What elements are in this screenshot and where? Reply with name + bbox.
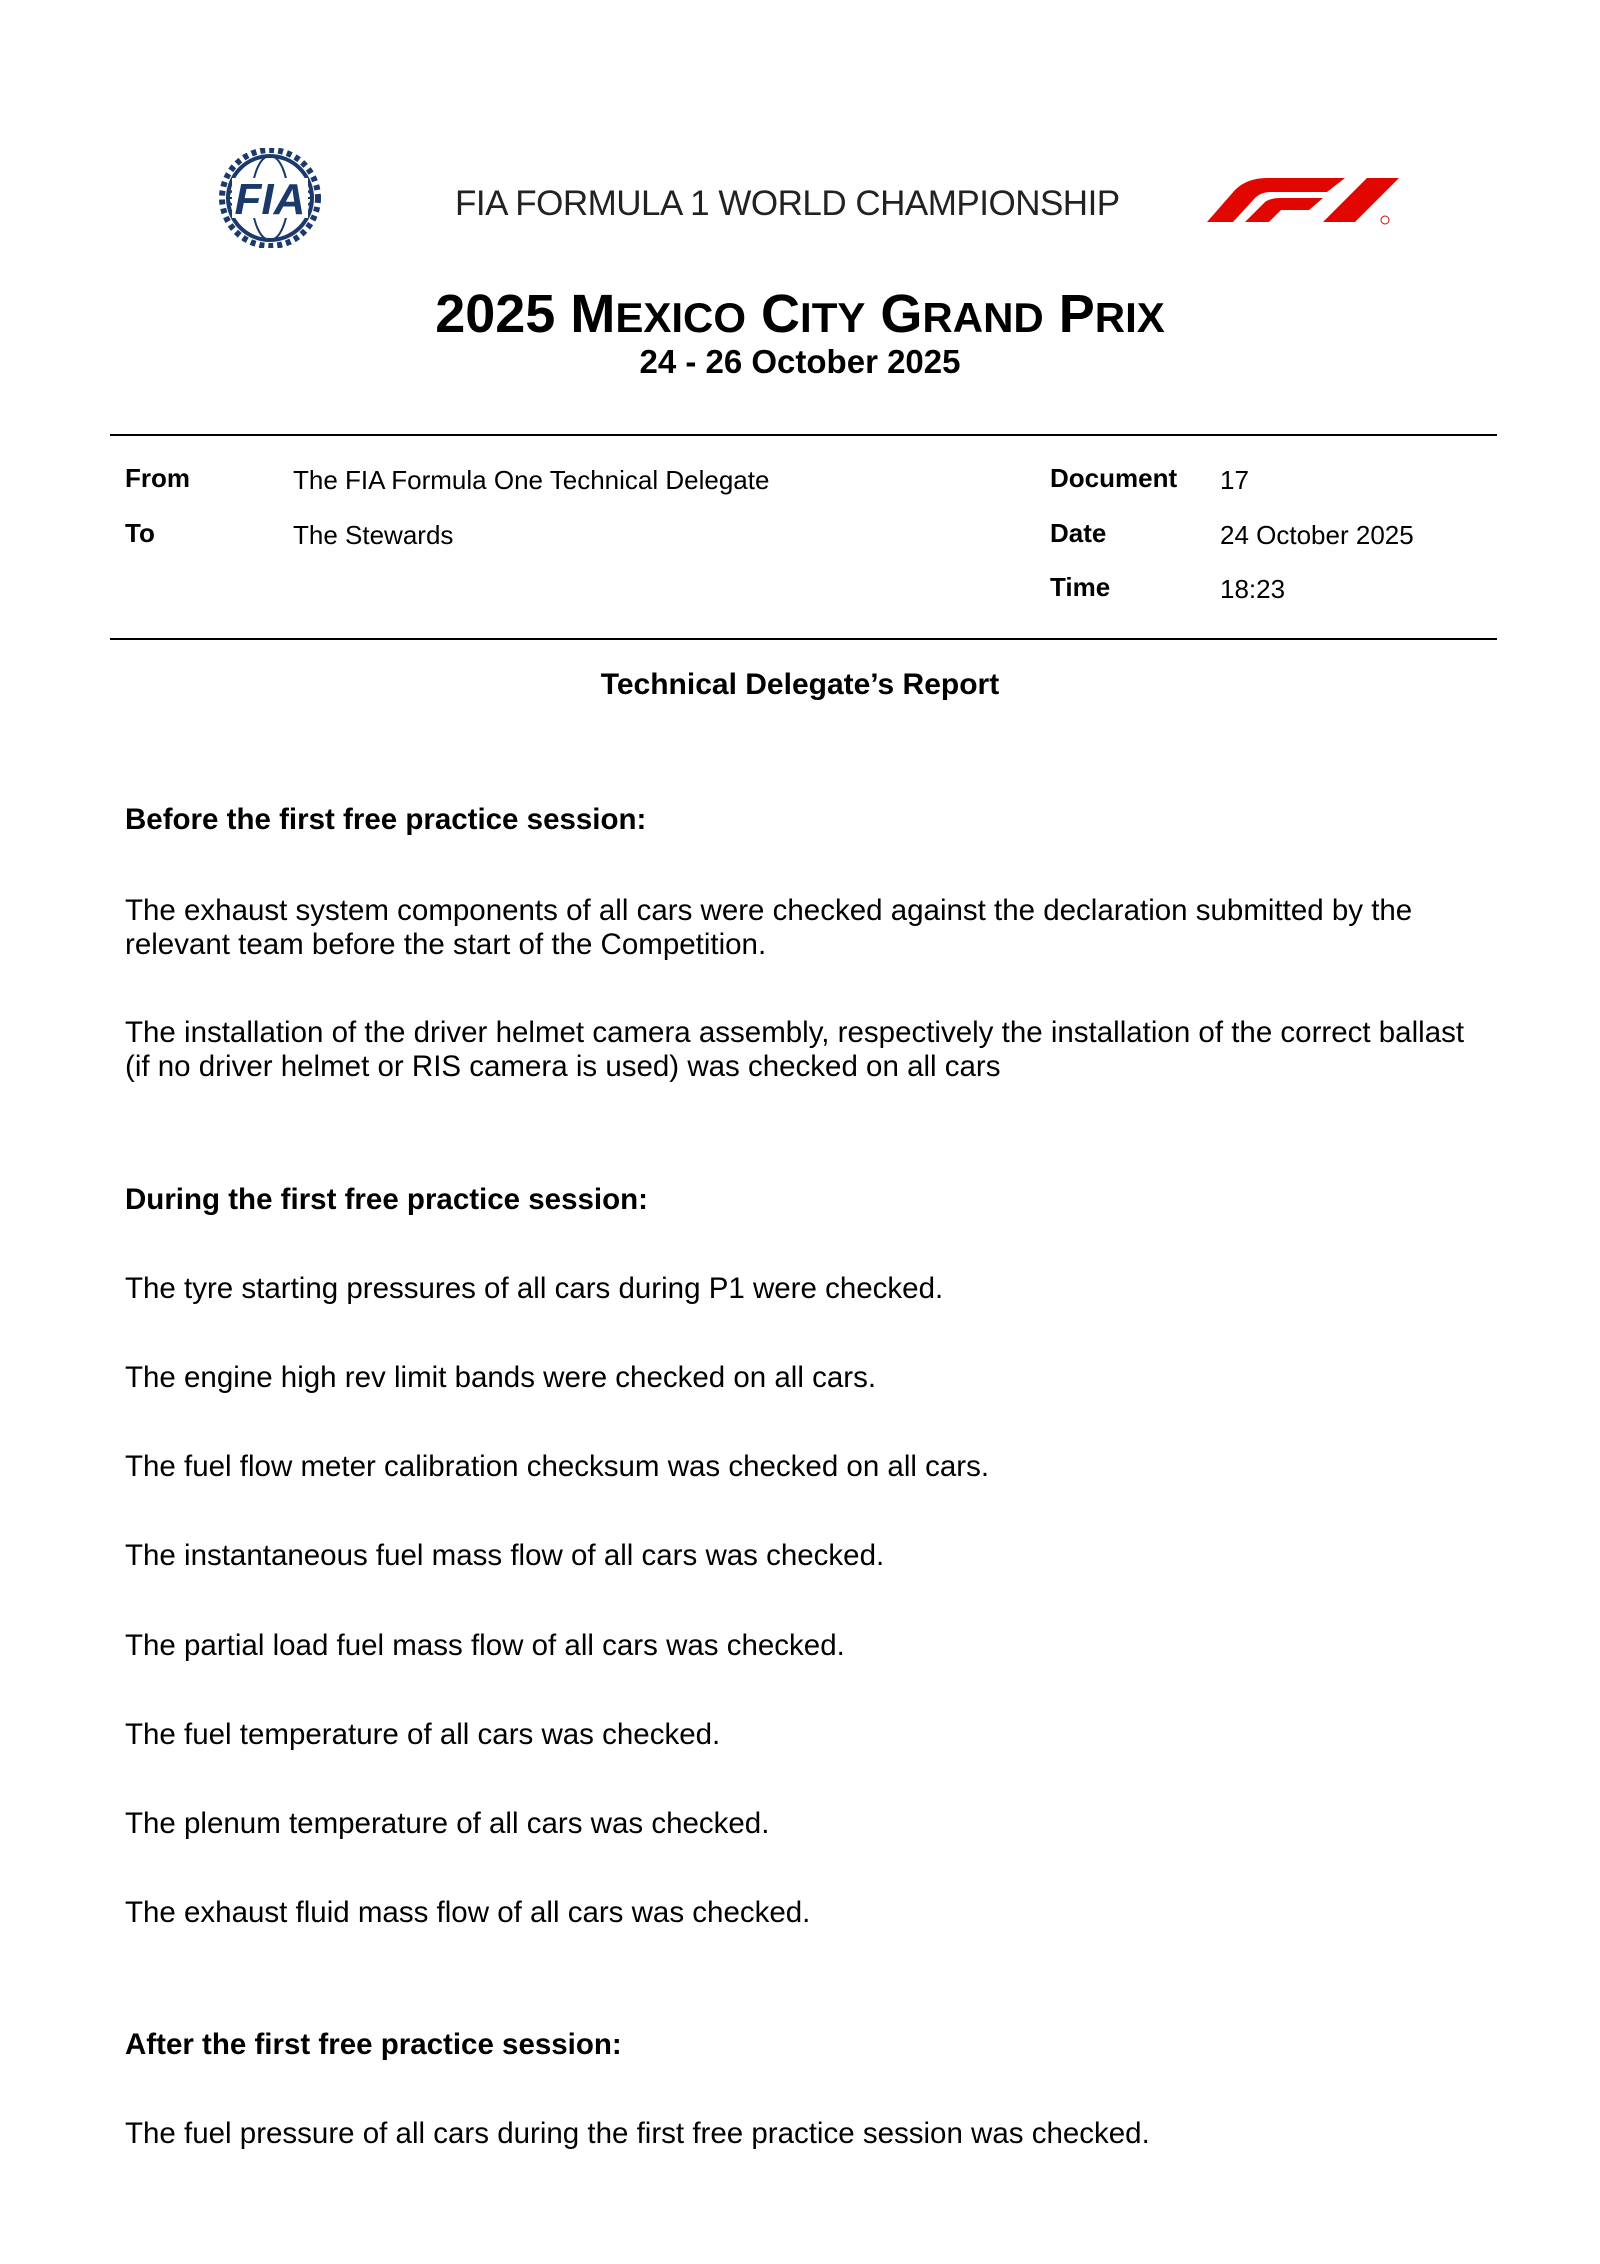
event-title (0, 282, 1600, 350)
time-value: 18:23 (1220, 574, 1286, 604)
document-number: 17 (1220, 465, 1249, 495)
to-value: The Stewards (293, 520, 454, 550)
from-label: From (125, 463, 190, 493)
list-item: The tyre starting pressures of all cars during P1 were checked. (125, 1272, 944, 1305)
f1-logo-icon (1205, 170, 1401, 228)
document-label: Document (1050, 463, 1178, 493)
list-item: The exhaust fluid mass flow of all cars was checked. (125, 1896, 811, 1929)
report-title: Technical Delegate’s Report (600, 668, 1000, 701)
list-item: The partial load fuel mass flow of all cars was checked. (125, 1629, 845, 1662)
event-year: 2025 (435, 284, 556, 344)
championship-title: FIA FORMULA 1 WORLD CHAMPIONSHIP (455, 184, 1120, 223)
event-dates: 24 - 26 October 2025 (639, 343, 961, 380)
document-header (0, 148, 1600, 258)
paragraph-fuel-pressure: The fuel pressure of all cars during the first free practice session was checked. (125, 2117, 1150, 2150)
paragraph-helmet-camera: The installation of the driver helmet camera assembly, respectively the installation of the correct ballast (if no driver helmet or RIS camera is used) was checked on all cars (125, 1016, 1465, 1083)
from-value: The FIA Formula One Technical Delegate (293, 465, 770, 495)
date-label: Date (1050, 518, 1107, 548)
section-heading-before: Before the first free practice session: (125, 803, 647, 836)
list-item: The instantaneous fuel mass flow of all cars was checked. (125, 1539, 885, 1572)
date-value: 24 October 2025 (1220, 520, 1414, 550)
fia-logo-text: FIA (234, 175, 306, 224)
section-heading-after: After the first free practice session: (125, 2028, 622, 2061)
divider-top (110, 434, 1497, 436)
list-item: The fuel flow meter calibration checksum was checked on all cars. (125, 1450, 990, 1483)
time-label: Time (1050, 572, 1111, 602)
to-label: To (125, 518, 155, 548)
list-item: The fuel temperature of all cars was checked. (125, 1718, 721, 1751)
list-item: The engine high rev limit bands were checked on all cars. (125, 1361, 877, 1394)
list-item: The plenum temperature of all cars was checked. (125, 1807, 770, 1840)
event-name: MEXICO CITY GRAND PRIX (570, 284, 1165, 344)
paragraph-exhaust-declaration: The exhaust system components of all cars were checked against the declaration submitted by the relevant team before the start of the Competition. (125, 894, 1413, 961)
fia-logo-icon (204, 148, 340, 248)
section-heading-during: During the first free practice session: (125, 1183, 648, 1216)
divider-bottom (110, 638, 1497, 640)
